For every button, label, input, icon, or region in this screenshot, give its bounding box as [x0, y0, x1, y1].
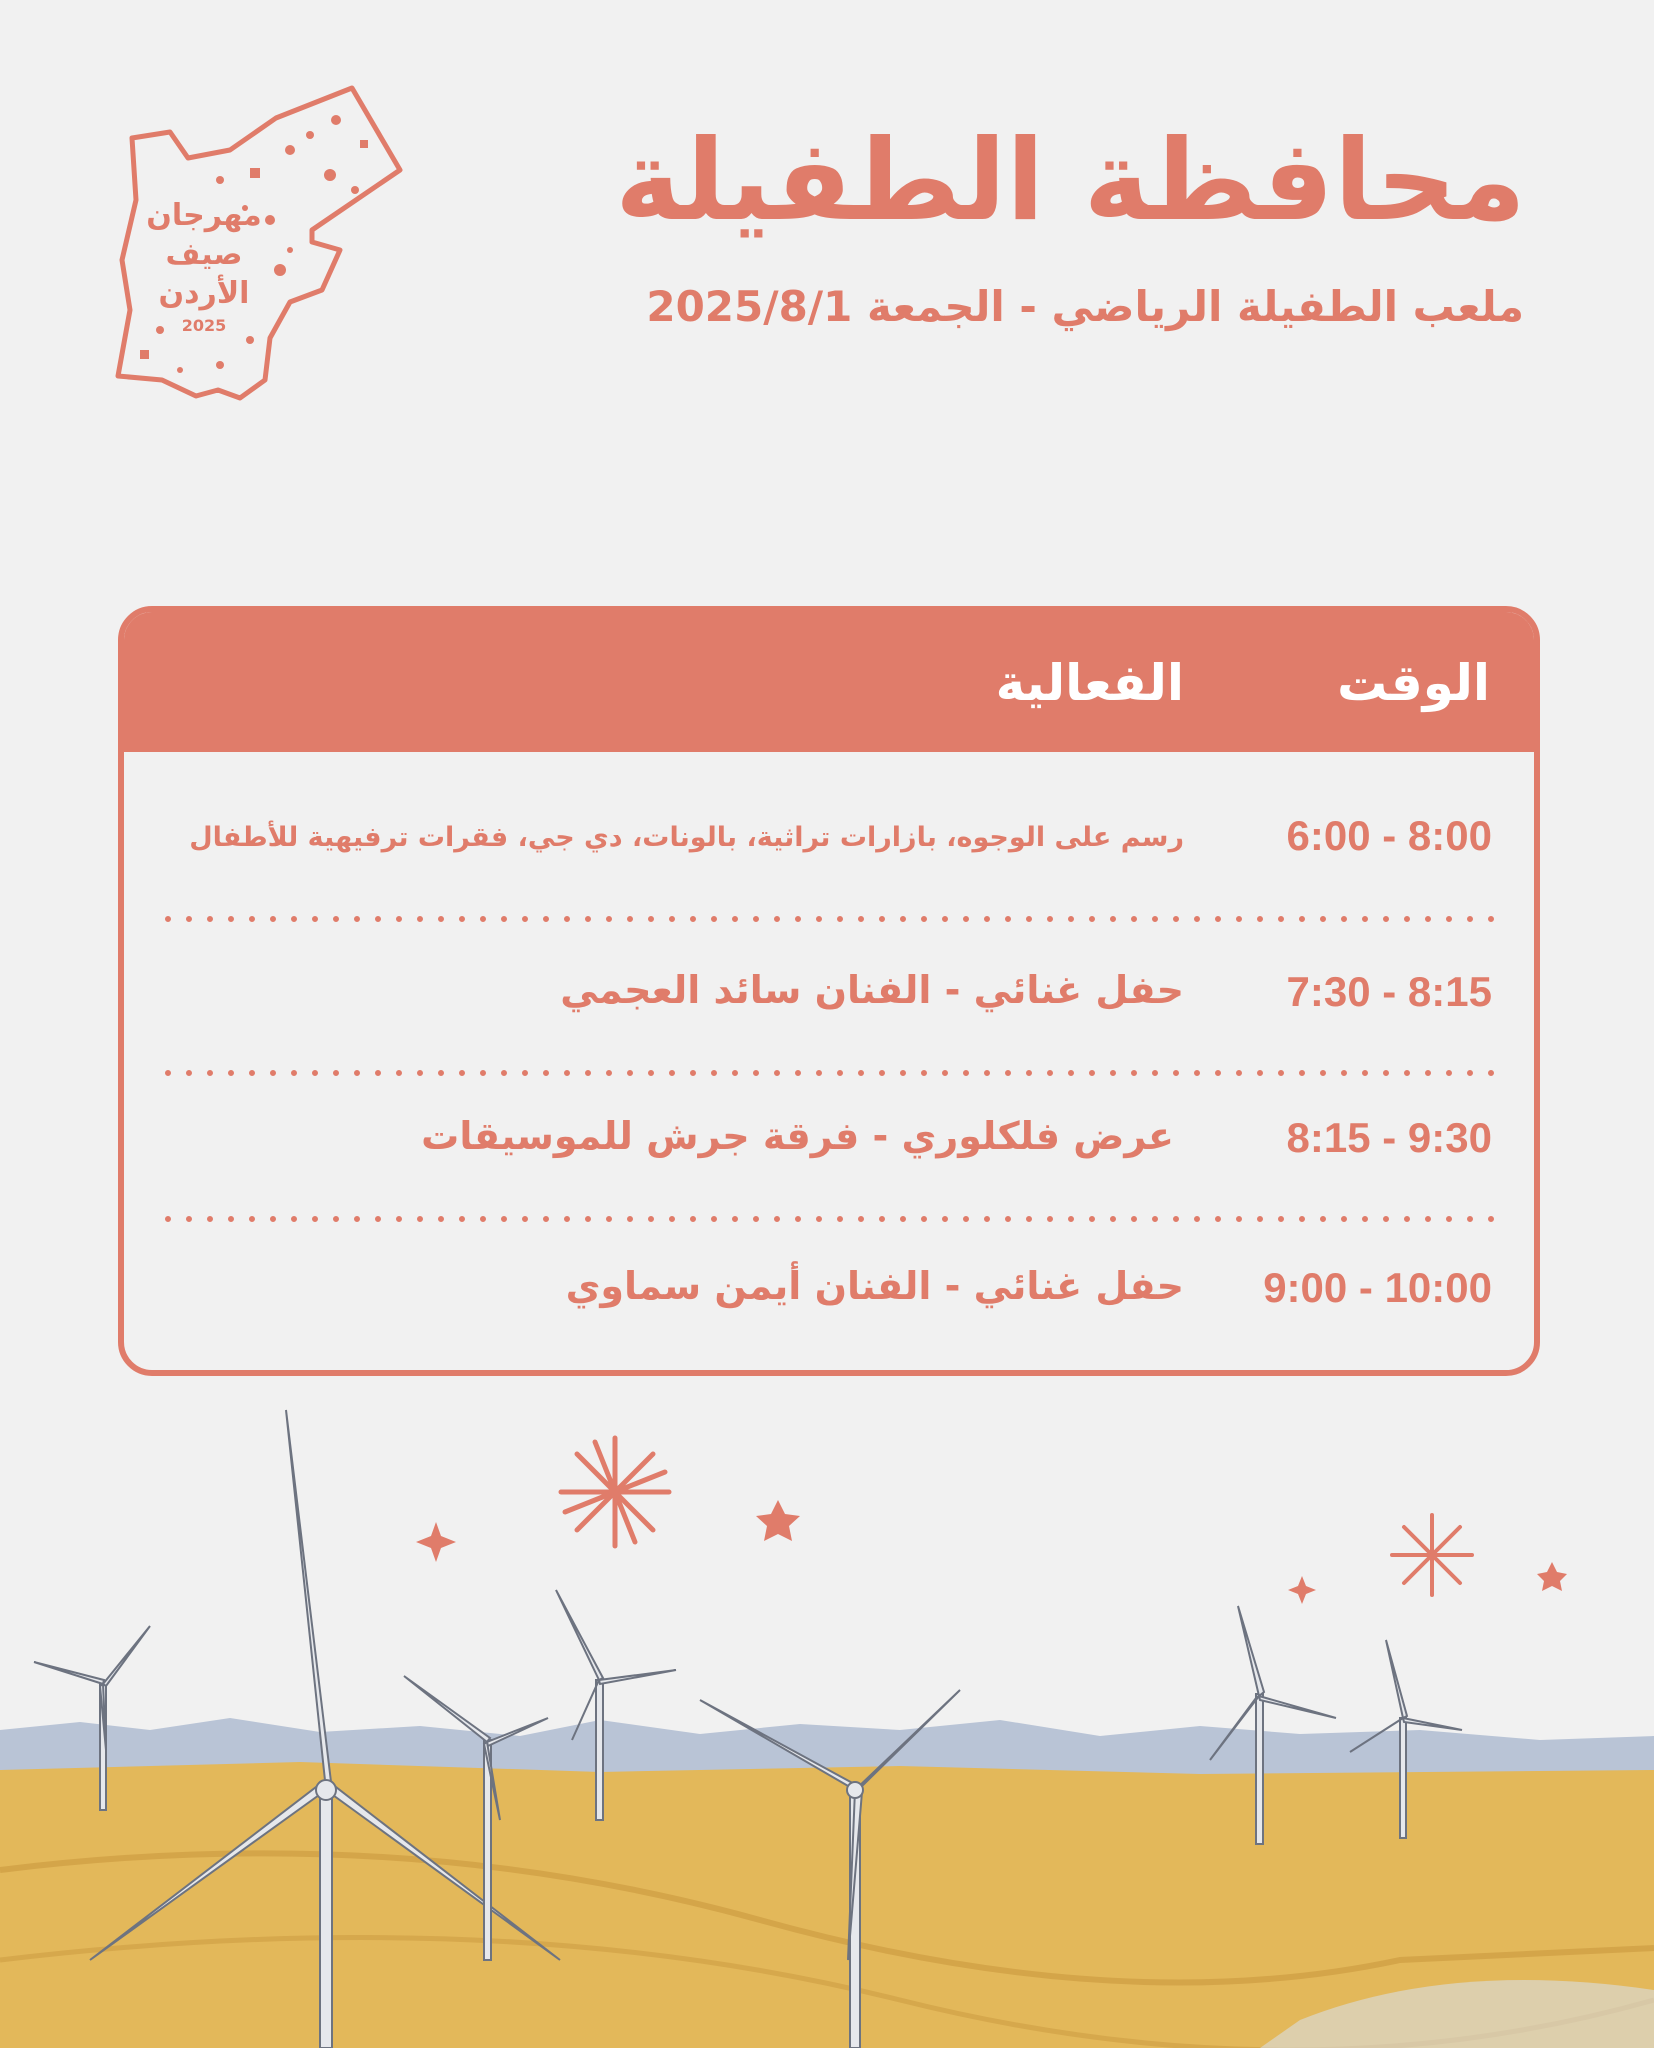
- page-title: محافظة الطفيلة: [615, 116, 1526, 246]
- logo-year: 2025: [181, 316, 227, 335]
- row-event: عرض فلكلوري - فرقة جرش للموسيقات: [421, 1114, 1174, 1158]
- table-row: [124, 1114, 1534, 1174]
- row-time: 6:00 - 8:00: [1286, 812, 1492, 859]
- dotted-divider: [164, 1214, 1516, 1224]
- table-header: [124, 612, 1534, 752]
- dotted-divider: [164, 914, 1516, 924]
- table-row: [124, 812, 1534, 872]
- column-header-event: الفعالية: [995, 654, 1184, 712]
- logo-line1: مهرجان: [146, 198, 262, 233]
- firework-icon: [561, 1438, 669, 1546]
- column-header-time: الوقت: [1337, 654, 1490, 712]
- page-subtitle: ملعب الطفيلة الرياضي - الجمعة 2025/8/1: [646, 282, 1524, 331]
- wind-farm-illustration: [0, 1400, 1654, 2048]
- star-icon: [1288, 1576, 1316, 1604]
- schedule-table: [118, 606, 1540, 1376]
- star-icon: [416, 1522, 456, 1562]
- logo-line2: صيف: [165, 237, 243, 272]
- row-event: رسم على الوجوه، بازارات تراثية، بالونات، دي جي، فقرات ترفيهية للأطفال: [189, 822, 1184, 853]
- firework-icon: [1392, 1515, 1472, 1595]
- star-icon: [756, 1500, 800, 1541]
- row-event: حفل غنائي - الفنان أيمن سماوي: [565, 1264, 1184, 1308]
- table-row: [124, 1264, 1534, 1324]
- festival-logo: [100, 80, 420, 410]
- dotted-divider: [164, 1068, 1516, 1078]
- row-event: حفل غنائي - الفنان سائد العجمي: [560, 968, 1184, 1012]
- table-row: [124, 968, 1534, 1028]
- row-time: 9:00 - 10:00: [1263, 1264, 1492, 1311]
- logo-line3: الأردن: [158, 276, 250, 311]
- row-time: 8:15 - 9:30: [1286, 1114, 1492, 1161]
- row-time: 7:30 - 8:15: [1286, 968, 1492, 1015]
- star-icon: [1537, 1562, 1567, 1591]
